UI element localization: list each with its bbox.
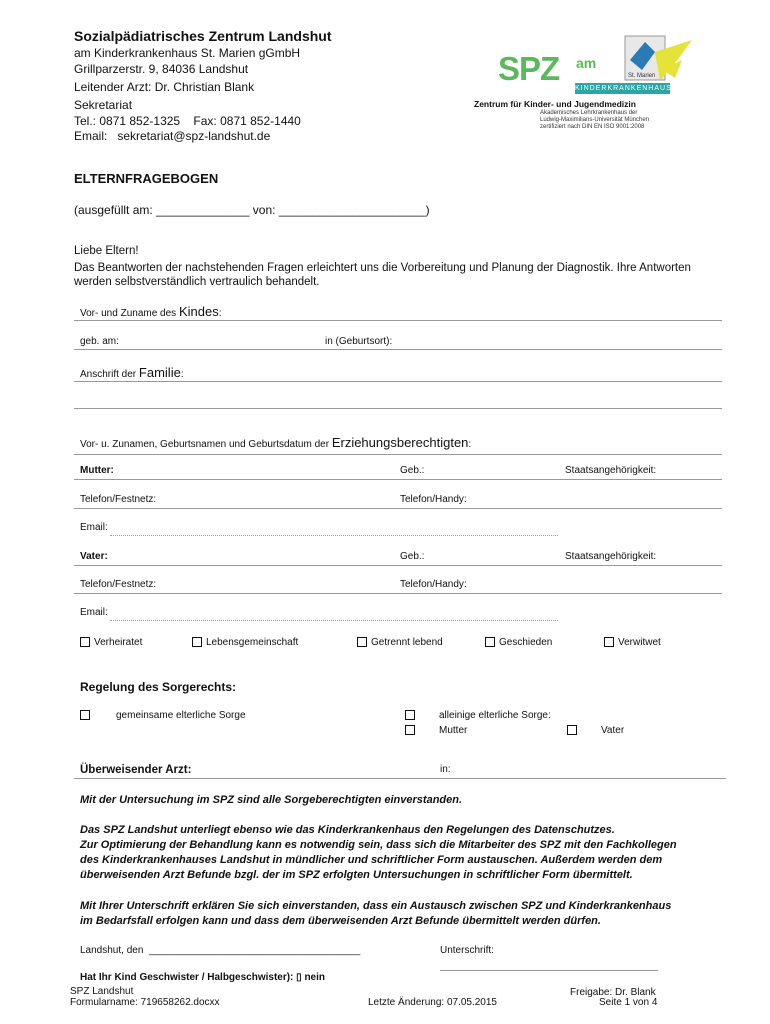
address-pre: Anschrift der (80, 369, 139, 380)
header-line-5: Tel.: 0871 852-1325 Fax: 0871 852-1440 (74, 114, 301, 128)
child-name-pre: Vor- und Zuname des (80, 308, 179, 319)
logo-subtitle: Zentrum für Kinder- und Jugendmedizin (474, 99, 636, 109)
logo-small-3: zertifiziert nach DIN EN ISO 9001:2008 (540, 124, 645, 130)
custody-joint-label: gemeinsame elterliche Sorge (116, 710, 246, 721)
child-name-post: : (218, 308, 222, 319)
father-nationality-label: Staatsangehörigkeit: (565, 551, 657, 562)
mother-mobile-label: Telefon/Handy: (400, 494, 467, 505)
guardians-pre: Vor- u. Zunamen, Geburtsnamen und Geburtsdatum der (80, 439, 332, 450)
custody-joint-option[interactable] (80, 710, 246, 721)
privacy-line-1: Das SPZ Landshut unterliegt ebenso wie das Kinderkrankenhaus den Regelungen des Datenschutzes. (80, 824, 615, 836)
address-emph: Familie (138, 365, 181, 380)
footer-left-2: Formularname: 719658262.docxx (70, 997, 220, 1008)
header-line-4: Sekretariat (74, 98, 133, 112)
father-mobile-label: Telefon/Handy: (400, 579, 467, 590)
status-geschieden[interactable] (485, 637, 552, 648)
guardians-rule (74, 454, 722, 455)
mother-label: Mutter: (80, 465, 114, 476)
header-line-2: Grillparzerstr. 9, 84036 Landshut (74, 62, 249, 76)
father-phone-label: Telefon/Festnetz: (80, 579, 157, 590)
father-email-field[interactable] (110, 620, 558, 621)
status-verheiratet[interactable] (80, 637, 142, 648)
logo-spz-text: SPZ (498, 50, 560, 87)
father-email-label: Email: (80, 607, 108, 618)
logo-kinderkrankenhaus: KINDERKRANKENHAUS (575, 85, 672, 92)
custody-mother-option[interactable] (405, 725, 467, 736)
mother-geb-label: Geb.: (400, 465, 425, 476)
custody-title: Regelung des Sorgerechts: (80, 680, 237, 694)
mother-email-field[interactable] (110, 535, 558, 536)
consent-text: Mit der Untersuchung im SPZ sind alle Sorgeberechtigten einverstanden. (80, 794, 463, 806)
status-lebensgemeinschaft[interactable] (192, 637, 298, 648)
status-label: Lebensgemeinschaft (206, 637, 299, 648)
child-name-label (80, 304, 221, 319)
guardians-post: : (468, 439, 472, 450)
mother-phone-label: Telefon/Festnetz: (80, 494, 157, 505)
child-name-emph: Kindes (178, 304, 219, 319)
status-label: Verwitwet (618, 637, 661, 648)
status-verwitwet[interactable] (604, 637, 661, 648)
mother-nationality-label: Staatsangehörigkeit: (565, 465, 657, 476)
institution-title: Sozialpädiatrisches Zentrum Landshut (74, 28, 332, 44)
father-phone-field[interactable] (74, 593, 722, 594)
footer-center: Letzte Änderung: 07.05.2015 (368, 997, 497, 1008)
header-line-3: Leitender Arzt: Dr. Christian Blank (74, 80, 255, 94)
logo-small-1: Akademisches Lehrkrankenhaus der (540, 110, 638, 116)
custody-mother-label: Mutter (439, 725, 468, 736)
footer-right-1: Freigabe: Dr. Blank (570, 987, 656, 998)
checkbox-icon (485, 637, 495, 647)
signature-note-2: im Bedarfsfall erfolgen kann und dass dem überweisenden Arzt Befunde übermittelt werden dürfen. (80, 915, 601, 927)
address-field-2[interactable] (74, 408, 722, 409)
signature-note-1: Mit Ihrer Unterschrift erklären Sie sich einverstanden, dass ein Austausch zwischen SPZ und Kinderkrankenhaus (80, 900, 672, 912)
signature-field[interactable] (440, 970, 658, 971)
logo-st-marien: St. Marien (628, 73, 656, 79)
father-geb-label: Geb.: (400, 551, 425, 562)
privacy-line-2: Zur Optimierung der Behandlung kann es notwendig sein, dass sich die Mitarbeiter des SPZ mit den Fachkollegen (80, 839, 677, 851)
greeting: Liebe Eltern! (74, 245, 139, 257)
checkbox-icon (192, 637, 202, 647)
referring-doctor-field[interactable] (74, 778, 726, 779)
header-line-6: Email: sekretariat@spz-landshut.de (74, 129, 271, 143)
header-line-1: am Kinderkrankenhaus St. Marien gGmbH (74, 46, 301, 60)
born-label: geb. am: (80, 336, 119, 347)
guardians-emph: Erziehungsberechtigten (331, 435, 469, 450)
address-field-1[interactable] (74, 381, 722, 382)
privacy-line-4: überweisenden Arzt Befunde bzgl. der im SPZ erfolgten Untersuchungen in schriftlicher Form übermittelt. (80, 869, 633, 881)
privacy-line-3: des Kinderkrankenhauses Landshut in mündlicher und schriftlicher Form austauschen. Außerdem werden dem (80, 854, 663, 866)
guardians-label (80, 435, 471, 450)
mother-phone-field[interactable] (74, 508, 722, 509)
checkbox-icon (405, 725, 415, 735)
status-getrennt[interactable] (357, 637, 443, 648)
mother-field[interactable] (74, 479, 722, 480)
intro-text: Das Beantworten der nachstehenden Fragen erleichtert uns die Vorbereitung und Planung der Diagnostik. Ihre Antworten werden selbstverständlich vertraulich behandelt. (74, 262, 691, 288)
checkbox-icon (80, 710, 90, 720)
father-label: Vater: (80, 551, 108, 562)
custody-father-label: Vater (601, 725, 625, 736)
address-label (80, 365, 184, 380)
footer-left-1: SPZ Landshut (70, 986, 134, 997)
footer-right-2: Seite 1 von 4 (599, 997, 658, 1008)
checkbox-icon (80, 637, 90, 647)
checkbox-icon (604, 637, 614, 647)
checkbox-icon (567, 725, 577, 735)
birthplace-label: in (Geburtsort): (325, 336, 393, 347)
custody-sole-label: alleinige elterliche Sorge: (439, 710, 551, 721)
filled-on-line[interactable]: (ausgefüllt am: ______________ von: ______________________) (74, 203, 430, 217)
checkbox-icon (405, 710, 415, 720)
father-field[interactable] (74, 565, 722, 566)
mother-email-label: Email: (80, 522, 108, 533)
logo-small-2: Ludwig-Maximilians-Universität München (540, 117, 650, 123)
custody-father-option[interactable] (567, 725, 624, 736)
checkbox-icon (357, 637, 367, 647)
status-label: Geschieden (499, 637, 553, 648)
referring-doctor-label: Überweisender Arzt: (80, 764, 192, 776)
status-label: Getrennt lebend (371, 637, 443, 648)
siblings-question: Hat Ihr Kind Geschwister / Halbgeschwister): ▯ nein (80, 972, 325, 983)
status-label: Verheiratet (94, 637, 143, 648)
child-name-field[interactable] (74, 320, 722, 321)
place-date-field[interactable]: Landshut, den ______________________________________ (80, 945, 361, 956)
form-title: ELTERNFRAGEBOGEN (74, 171, 219, 186)
custody-sole-option[interactable] (405, 710, 551, 721)
referring-in-label: in: (440, 764, 451, 775)
logo-am-text: am (576, 55, 597, 71)
born-field[interactable] (74, 349, 722, 350)
address-post: : (180, 369, 184, 380)
signature-label: Unterschrift: (440, 945, 494, 956)
